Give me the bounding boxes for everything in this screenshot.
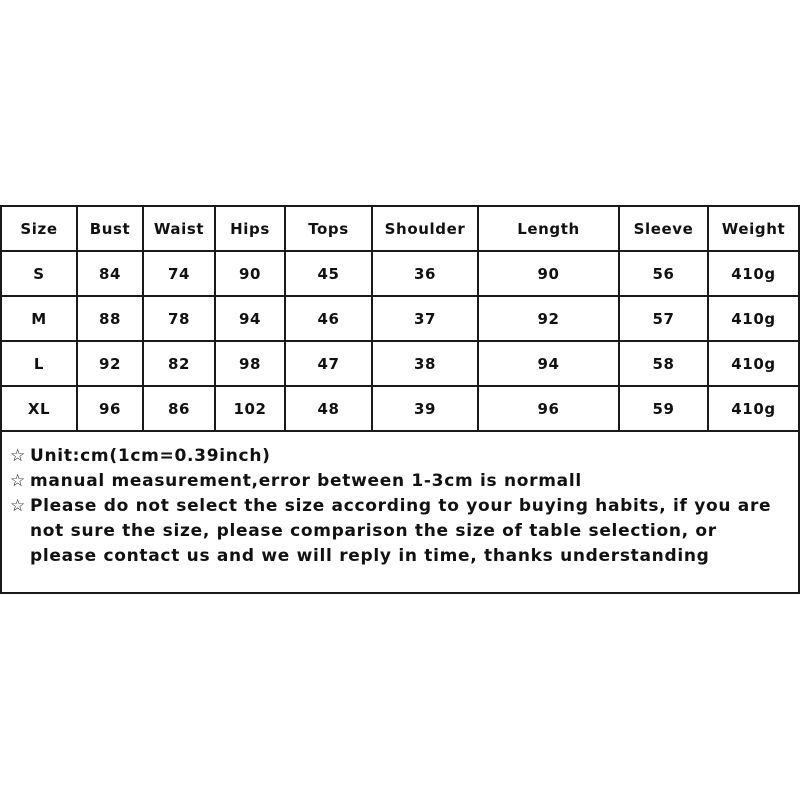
star-outline-icon: ☆ bbox=[10, 446, 26, 466]
table-row bbox=[2, 251, 798, 296]
table-cell: 74 bbox=[143, 251, 215, 296]
table-cell: M bbox=[2, 296, 77, 341]
table-cell: 410g bbox=[708, 341, 798, 386]
table-cell: 82 bbox=[143, 341, 215, 386]
table-cell: 58 bbox=[619, 341, 708, 386]
table-cell: 78 bbox=[143, 296, 215, 341]
header-tops: Tops bbox=[285, 207, 372, 251]
table-cell: 94 bbox=[215, 296, 285, 341]
table-cell: 38 bbox=[372, 341, 478, 386]
table-cell: 410g bbox=[708, 251, 798, 296]
note-item bbox=[10, 494, 798, 569]
table-cell: 410g bbox=[708, 386, 798, 431]
table-header-row bbox=[2, 207, 798, 251]
table-cell: 410g bbox=[708, 296, 798, 341]
table-cell: 92 bbox=[77, 341, 143, 386]
star-outline-icon: ☆ bbox=[10, 496, 26, 516]
notes-section bbox=[2, 432, 798, 569]
table-cell: 59 bbox=[619, 386, 708, 431]
table-cell: 86 bbox=[143, 386, 215, 431]
table-cell: 56 bbox=[619, 251, 708, 296]
table-cell: 90 bbox=[478, 251, 619, 296]
header-size: Size bbox=[2, 207, 77, 251]
star-outline-icon: ☆ bbox=[10, 471, 26, 491]
table-cell: 96 bbox=[478, 386, 619, 431]
table-cell: 37 bbox=[372, 296, 478, 341]
header-shoulder: Shoulder bbox=[372, 207, 478, 251]
table-cell: 90 bbox=[215, 251, 285, 296]
table-cell: 46 bbox=[285, 296, 372, 341]
table-cell: L bbox=[2, 341, 77, 386]
table-row bbox=[2, 296, 798, 341]
header-bust: Bust bbox=[77, 207, 143, 251]
table-cell: 92 bbox=[478, 296, 619, 341]
size-table bbox=[2, 207, 798, 432]
table-cell: 84 bbox=[77, 251, 143, 296]
table-cell: 88 bbox=[77, 296, 143, 341]
table-row bbox=[2, 386, 798, 431]
note-item bbox=[10, 444, 798, 469]
note-item bbox=[10, 469, 798, 494]
table-cell: 39 bbox=[372, 386, 478, 431]
table-cell: 45 bbox=[285, 251, 372, 296]
header-waist: Waist bbox=[143, 207, 215, 251]
table-row bbox=[2, 341, 798, 386]
note-measurement: manual measurement,error between 1-3cm is normall bbox=[30, 471, 582, 491]
table-cell: 48 bbox=[285, 386, 372, 431]
table-cell: 94 bbox=[478, 341, 619, 386]
table-cell: 47 bbox=[285, 341, 372, 386]
table-cell: S bbox=[2, 251, 77, 296]
header-sleeve: Sleeve bbox=[619, 207, 708, 251]
size-chart bbox=[0, 205, 800, 594]
note-size-advice: Please do not select the size according to your buying habits, if you are not sure the size, please comparison the size of table selection, or please contact us and we will reply in time, thanks understanding bbox=[30, 496, 772, 566]
table-cell: 98 bbox=[215, 341, 285, 386]
header-hips: Hips bbox=[215, 207, 285, 251]
table-cell: 102 bbox=[215, 386, 285, 431]
table-cell: 57 bbox=[619, 296, 708, 341]
table-cell: 36 bbox=[372, 251, 478, 296]
header-weight: Weight bbox=[708, 207, 798, 251]
table-cell: 96 bbox=[77, 386, 143, 431]
note-unit: Unit:cm(1cm=0.39inch) bbox=[30, 446, 271, 466]
table-cell: XL bbox=[2, 386, 77, 431]
header-length: Length bbox=[478, 207, 619, 251]
